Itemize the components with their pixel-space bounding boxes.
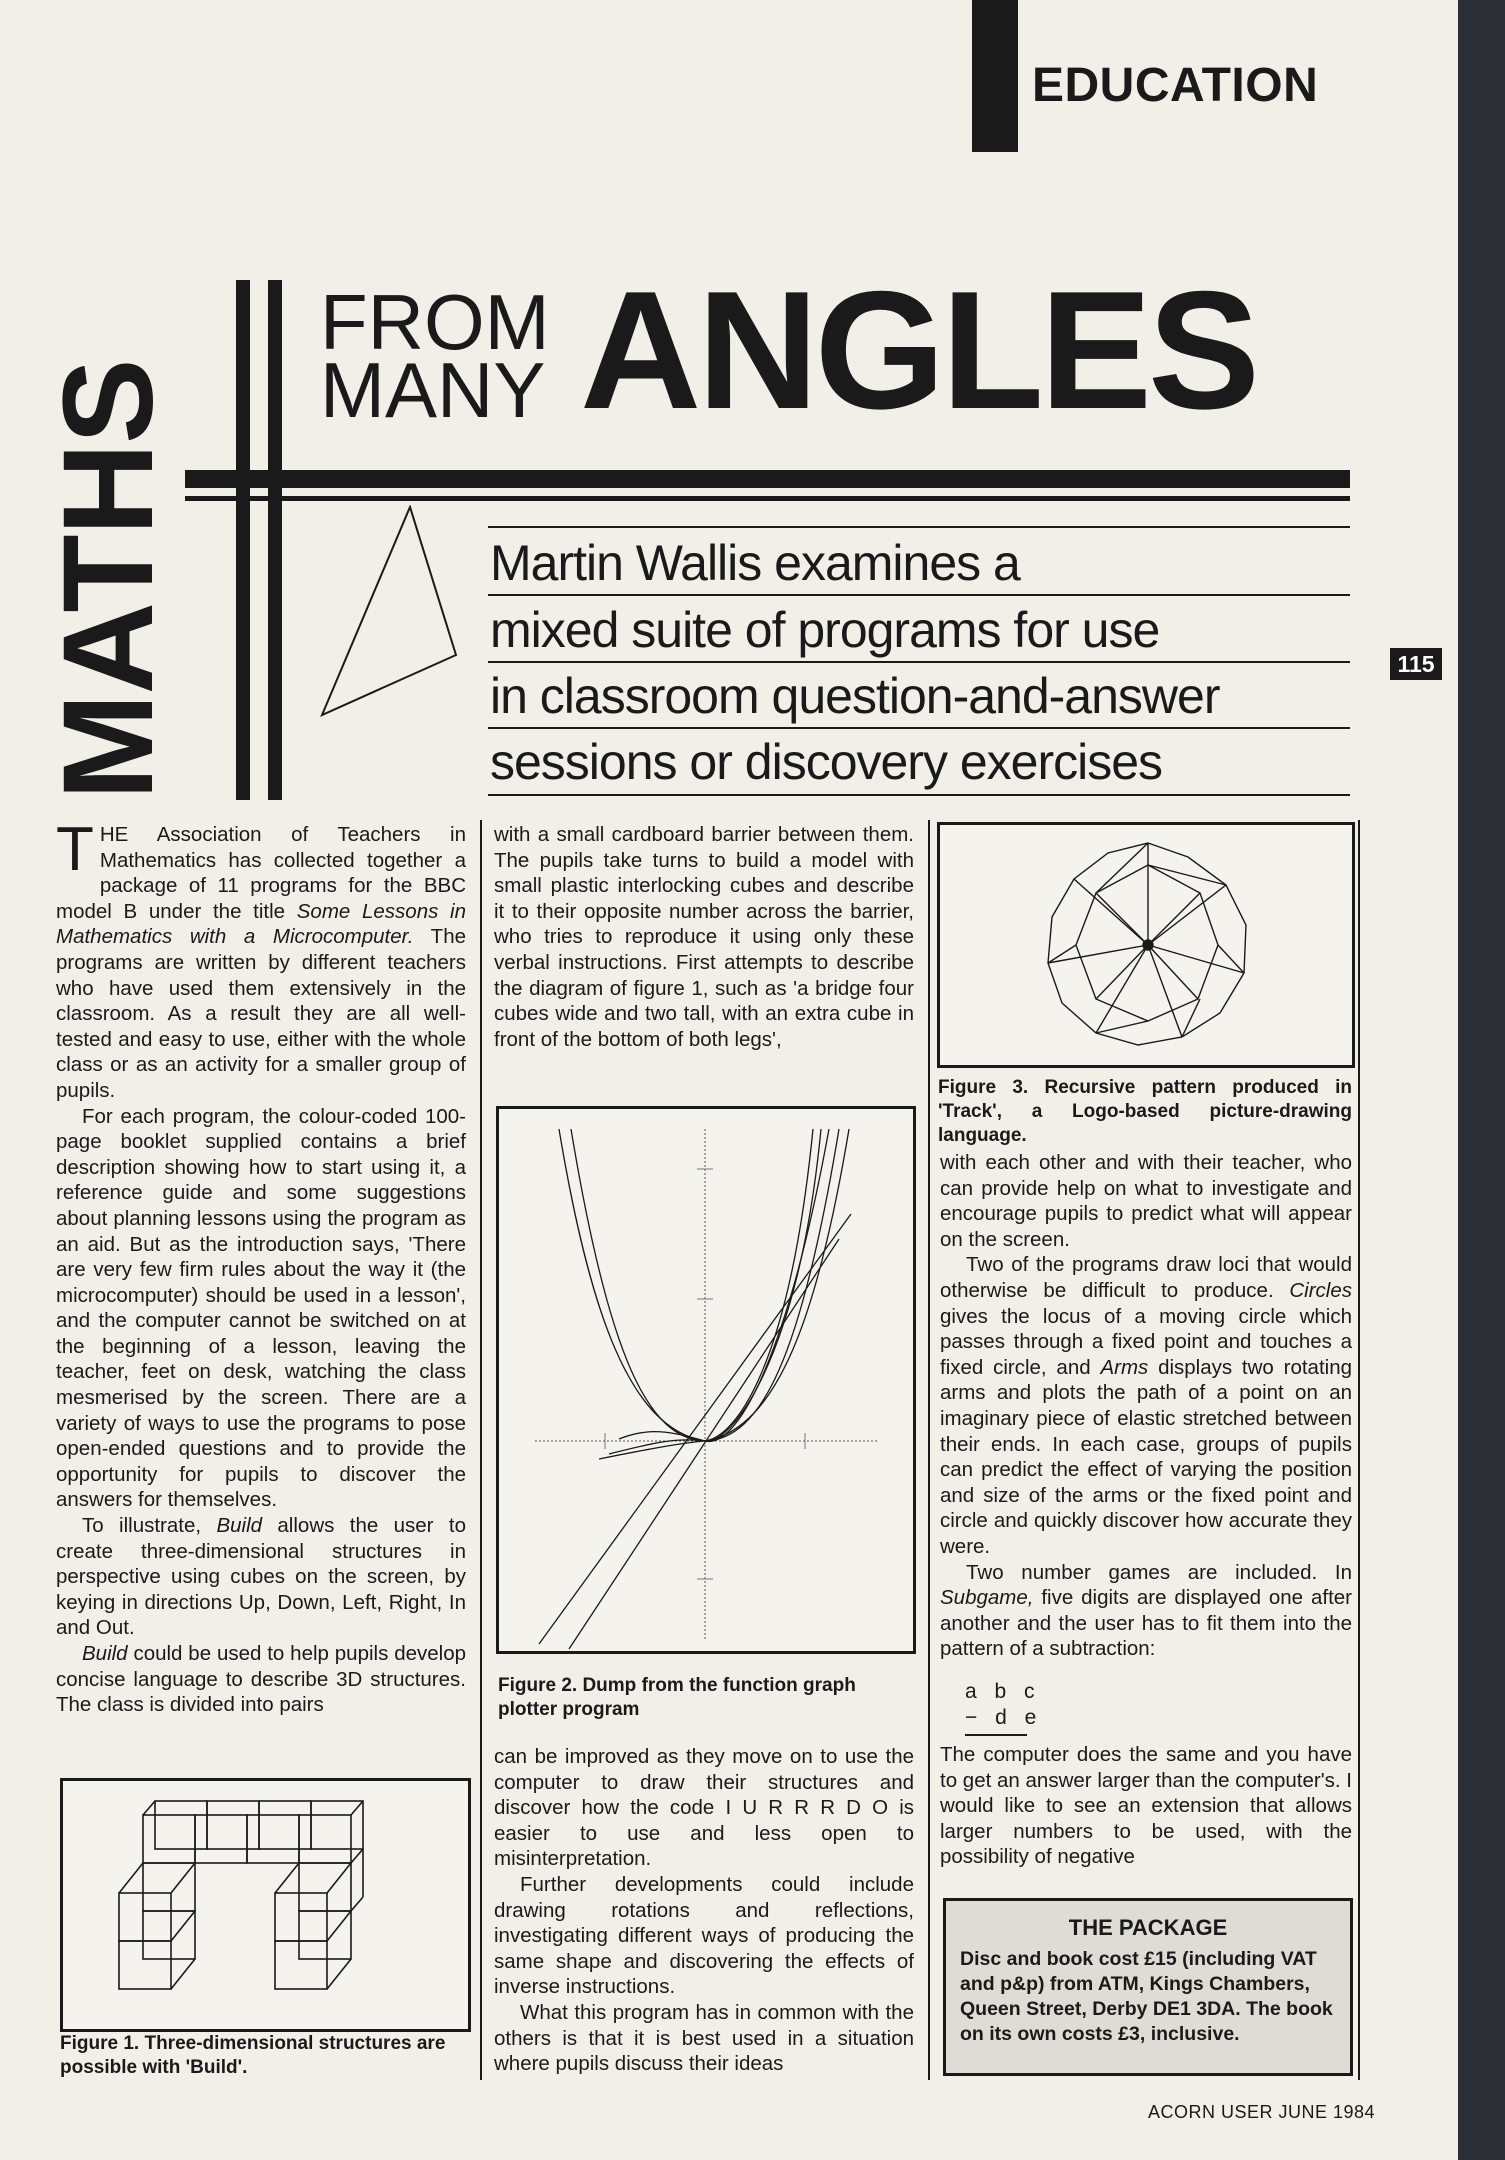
- standfirst-line: in classroom question-and-answer: [490, 668, 1220, 724]
- standfirst-rule: [488, 594, 1350, 596]
- package-details: Disc and book cost £15 (including VAT and p&p) from ATM, Kings Chambers, Queen Street, Derby DE1 3DA. The book on its own costs £3, inclusive.: [960, 1948, 1333, 2045]
- article-column-1: [56, 815, 466, 1718]
- paragraph: [940, 1252, 1352, 1559]
- figure-3-recursive-pattern: [940, 825, 1352, 1065]
- page-number: 115: [1390, 648, 1442, 680]
- text: Two of the programs draw loci that would otherwise be difficult to produce.: [940, 1253, 1352, 1302]
- title-vertical-bar: [236, 280, 250, 800]
- binding-spine: [1458, 0, 1505, 2160]
- figure-2-function-graph: [499, 1109, 913, 1651]
- program-name: Subgame,: [940, 1586, 1034, 1610]
- program-name: Build: [216, 1514, 263, 1538]
- text: To illustrate,: [82, 1514, 217, 1538]
- title-from-many: [320, 278, 550, 434]
- paragraph: [940, 1560, 1352, 1662]
- title-from: FROM: [320, 278, 550, 366]
- figure-1-caption: Figure 1. Three-dimensional structures are possible with 'Build'.: [60, 2033, 446, 2078]
- title-many: MANY: [320, 346, 546, 434]
- standfirst-rule: [488, 526, 1350, 528]
- figure-3-caption: Figure 3. Recursive pattern produced in 'Track', a Logo-based picture-drawing language.: [938, 1077, 1352, 1146]
- title-horizontal-bar: [185, 470, 1350, 488]
- figure-1-box: [60, 1778, 471, 2032]
- standfirst-rule: [488, 794, 1350, 796]
- paragraph: Further developments could include drawing rotations and reflections, investigating different ways of producing the same shape and discovering the effects of inverse instructions.: [494, 1872, 914, 1999]
- title-horizontal-rule: [185, 496, 1350, 501]
- program-name: Circles: [1289, 1278, 1352, 1302]
- paragraph: with each other and with their teacher, who can provide help on what to investigate and encourage pupils to predict what will appear on the screen.: [940, 1151, 1352, 1251]
- figure-2-box: [496, 1106, 916, 1654]
- standfirst-line: Martin Wallis examines a: [490, 535, 1020, 591]
- title-vertical-bar: [268, 280, 282, 800]
- paragraph: The computer does the same and you have to get an answer larger than the computer's. I would like to see an extension that allows larger numbers to be used, with the possibility of negative: [940, 1743, 1352, 1869]
- title-maths-vertical: MATHS: [37, 359, 180, 800]
- paragraph: [56, 1641, 466, 1718]
- subtraction-rule: [965, 1734, 1027, 1736]
- triangle-decoration: [300, 505, 460, 805]
- text: Two number games are included. In: [966, 1560, 1352, 1584]
- paragraph: What this program has in common with the others is that it is best used in a situation where pupils discuss their ideas: [494, 2000, 914, 2076]
- figure-2-caption: Figure 2. Dump from the function graph plotter program: [498, 1675, 856, 1720]
- page-footer: ACORN USER JUNE 1984: [1148, 2102, 1376, 2122]
- column-rule: [480, 820, 482, 2080]
- program-name: Build: [82, 1642, 128, 1665]
- column-rule: [1358, 820, 1360, 2080]
- column-rule: [928, 820, 930, 2080]
- text: HE Association of Teachers in Mathematics has collected together a package of 11 programs for the BBC model B under the title: [56, 823, 466, 923]
- paragraph: can be improved as they move on to use the computer to draw their structures and discover how the code I U R R R D O is easier to use and less open to misinterpretation.: [494, 1745, 914, 1871]
- title-angles: ANGLES: [580, 256, 1257, 444]
- book-title: Some Lessons in Mathematics with a Microcomputer.: [56, 899, 466, 949]
- package-box: [943, 1898, 1353, 2076]
- subtraction-line-1: a b c: [965, 1680, 1041, 1703]
- standfirst-line: mixed suite of programs for use: [490, 602, 1160, 658]
- text: could be used to help pupils develop concise language to describe 3D structures. The class is divided into pairs: [56, 1642, 466, 1717]
- figure-3-box: [937, 822, 1355, 1068]
- text: The programs are written by different teachers who have used them extensively in the classroom. As a result they are all well-tested and easy to use, either with the whole class or as an activity for a smaller group of pupils.: [56, 925, 466, 1102]
- program-name: Arms: [1100, 1355, 1149, 1379]
- section-bar: [972, 0, 1018, 152]
- paragraph: For each program, the colour-coded 100-page booklet supplied contains a brief description showing how to start using it, a reference guide and some suggestions about planning lessons using the program as an aid. But as the introduction says, 'There are very few firm rules about the way it (the microcomputer) should be used in a lesson', and the computer cannot be switched on at the beginning of a lesson, leaving the teacher, feet on desk, watching the class mesmerised by the screen. There are a variety of ways to use the programs to pose open-ended questions and to provide the opportunity for pupils to discover the answers for themselves.: [56, 1104, 466, 1512]
- article-column-2-top: [494, 822, 914, 1052]
- figure-1-cubes-drawing: [63, 1781, 468, 2029]
- article-column-3-end: [940, 1742, 1352, 1870]
- standfirst-line: sessions or discovery exercises: [490, 734, 1163, 790]
- article-column-3: [940, 1150, 1352, 1662]
- drop-cap: T: [56, 815, 94, 884]
- article-column-2-bottom: [494, 1744, 914, 2077]
- package-heading: THE PACKAGE: [1068, 1915, 1228, 1940]
- text: allows the user to create three-dimensional structures in perspective using cubes on the screen, by keying in directions Up, Down, Left, Right, In and Out.: [56, 1514, 466, 1640]
- text: gives the locus of a moving circle which passes through a fixed point and touches a fixed circle, and: [940, 1304, 1352, 1379]
- section-label: EDUCATION: [1032, 59, 1319, 112]
- paragraph: with a small cardboard barrier between them. The pupils take turns to build a model with small plastic interlocking cubes and describe it to their opposite number across the barrier, who tries to reproduce it using only these verbal instructions. First attempts to describe the diagram of figure 1, such as 'a bridge four cubes wide and two tall, with an extra cube in front of the bottom of both legs',: [494, 823, 914, 1051]
- text: displays two rotating arms and plots the path of a point on an imaginary piece of elastic stretched between their ends. In each case, groups of pupils can predict the effect of varying the position and size of the arms or the fixed point and circle and quickly discover how accurate they were.: [940, 1355, 1352, 1558]
- subtraction-line-2: − d e: [965, 1706, 1043, 1729]
- paragraph: [56, 1513, 466, 1641]
- paragraph: [56, 815, 466, 1104]
- text: five digits are displayed one after another and the user has to fit them into the pattern of a subtraction:: [940, 1586, 1352, 1661]
